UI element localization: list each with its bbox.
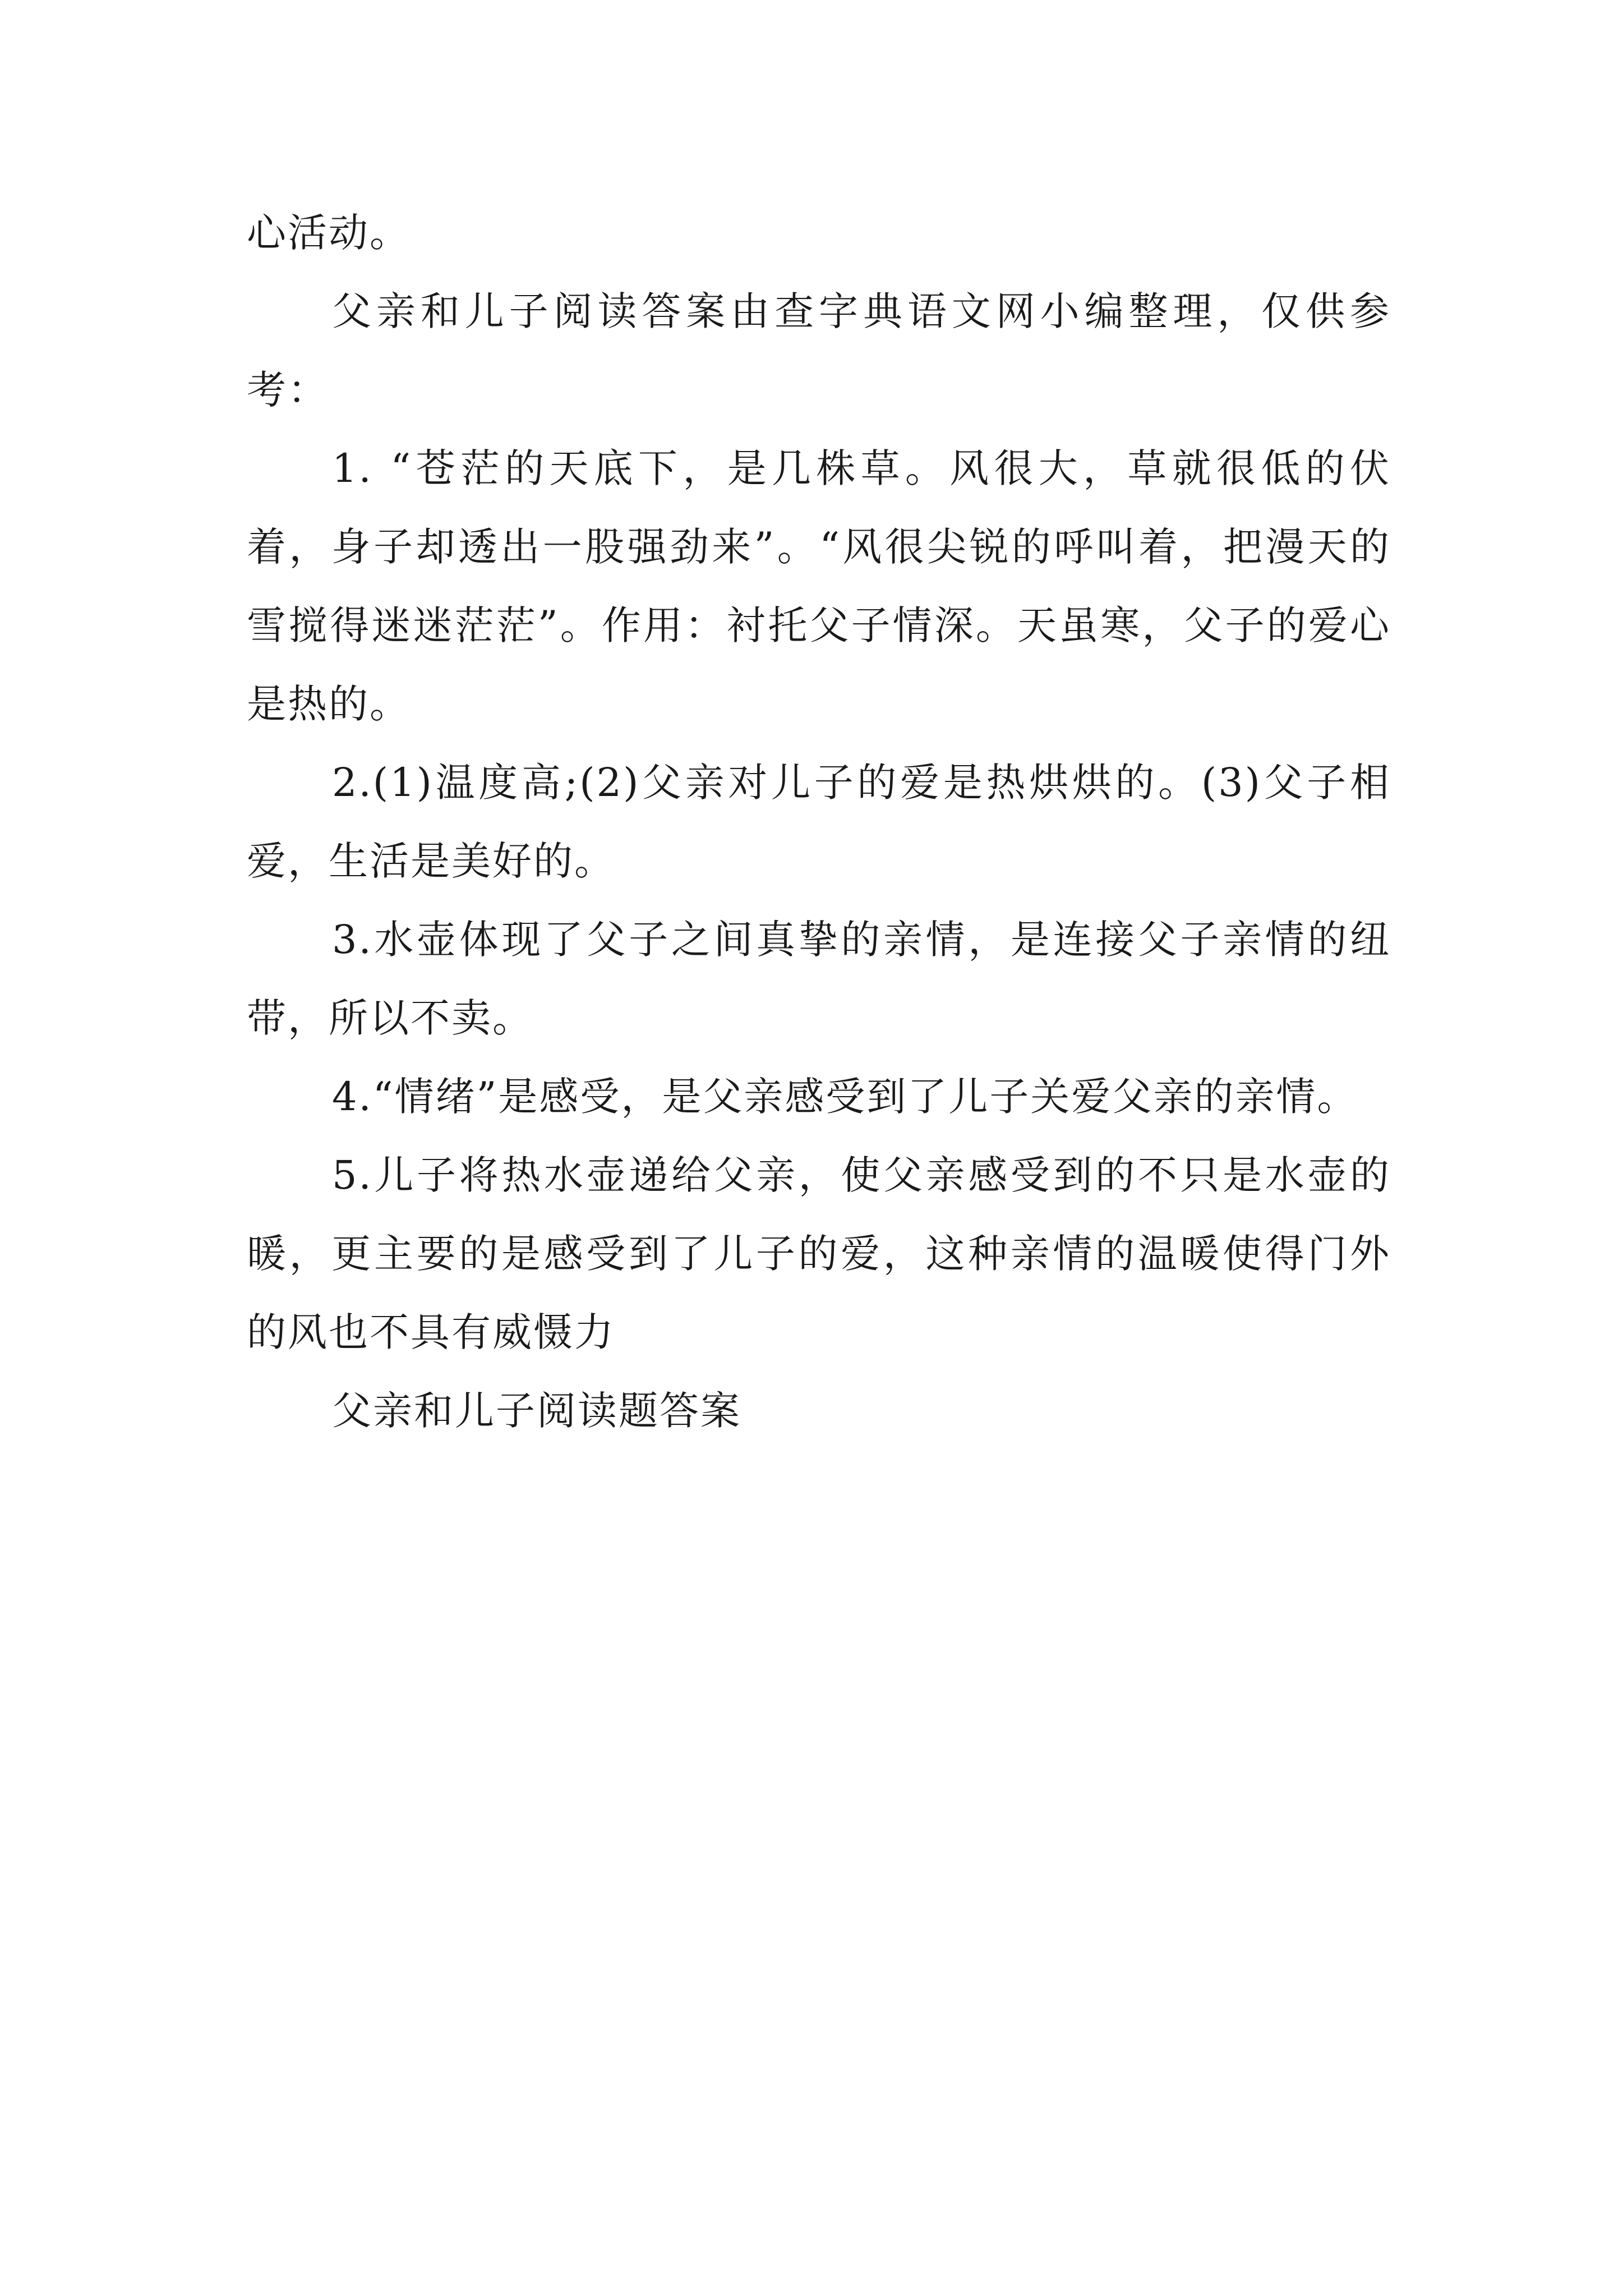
document-body [247,194,1391,1450]
closing-title: 父亲和儿子阅读题答案 [332,1388,741,1434]
answer-3: 3.水壶体现了父子之间真挚的亲情，是连接父子亲情的纽带，所以不卖。 [247,917,1391,1041]
answer-2: 2.(1)温度高;(2)父亲对儿子的爱是热烘烘的。(3)父子相爱，生活是美好的。 [247,760,1391,884]
paragraph-continuation: 心活动。 [247,210,411,256]
answer-5: 5.儿子将热水壶递给父亲，使父亲感受到的不只是水壶的暖，更主要的是感受到了儿子的爱，这种亲情的温暖使得门外的风也不具有威慑力 [247,1152,1391,1355]
answer-1: 1. “苍茫的天底下，是几株草。风很大，草就很低的伏着，身子却透出一股强劲来”。“风很尖锐的呼叫着，把漫天的雪搅得迷迷茫茫”。作用：衬托父子情深。天虽寒，父子的爱心是热的。 [247,445,1391,727]
paragraph-intro: 父亲和儿子阅读答案由查字典语文网小编整理，仅供参考： [247,288,1391,413]
answer-4: 4.“情绪”是感受，是父亲感受到了儿子关爱父亲的亲情。 [332,1074,1358,1120]
